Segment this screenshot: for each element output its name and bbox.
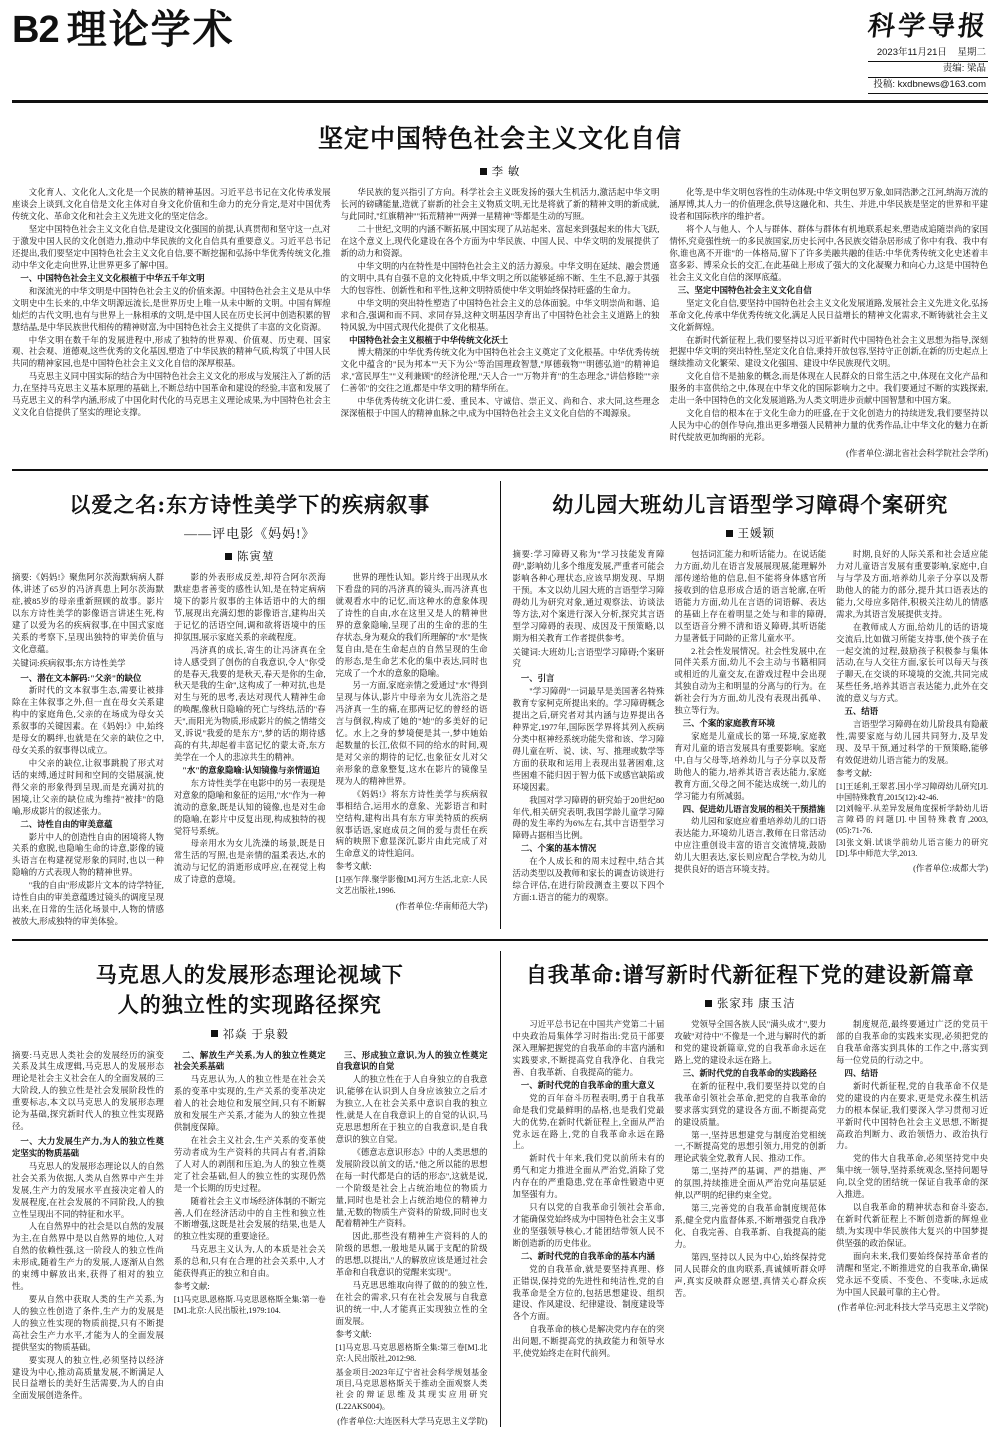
article2-abstract: 摘要:《妈妈!》聚焦阿尔茨海默病病人群体,讲述了65岁的冯济真患上阿尔茨海默症,被85岁的母亲重新照顾的故事。影片以东方诗性美学的影像语言讲述生死,构建了以爱为名的疾病叙事,在中国式家庭关系的考察下,呈现出独特的审美价值与文化意蕴。 [12,573,164,654]
paragraph: 只有以党的自我革命引领社会革命,才能确保党始终成为中国特色社会主义事业的坚强领导核心,才能团结带领人民不断创造新的历史伟业。 [512,1203,665,1248]
paragraph: 第一,坚持思想建党与制度治党相统一,不断提高党的思想引领力,用党的创新理论武装全党,教育人民、推动工作。 [674,1130,827,1164]
byline-marker-icon [726,530,733,537]
subheading: 中国特色社会主义根植于中华传统文化沃土 [349,335,509,345]
byline-marker-icon [211,1030,218,1037]
article2-col-1 [12,572,164,929]
subheading: "水"的意象隐喻:认知镜像与亲情逼迫 [182,765,320,775]
paragraph: 在教师成人方面,给幼儿的话的语境交流后,比如做习所能支持事,使个孩子在一起交流的过程,鼓励孩子积极参与集体活动,在与人交往方面,家长可以每天与孩子聊天,在交谈的环境境的交流,共同完成某些任务,培养其语言表达能力,此外在交流的意义与方式。 [836,622,988,704]
submit-email[interactable]: kxdbnews@163.com [897,79,986,91]
article4-fund-note: 基金项目:2023年辽宁省社会科学规划基金项目,马克思恩格斯关于推动全面观察人类社会的辩证思维及其现实应用研究(L22AKS004)。 [335,1368,488,1411]
article4-affiliation: (作者单位:大连医科大学马克思主义学院) [337,1416,488,1426]
article4-col-1-text [12,1136,164,1402]
paragraph: 第三,完善党的自我革命制度规范体系,健全党内监督体系,不断增强党自我净化、自我完善、自我革新、自我提高的能力。 [674,1204,827,1249]
subheading: 三、新时代党的自我革命的实践路径 [682,1068,817,1078]
article5-columns [513,1019,989,1361]
paragraph: 文化自信的根本在于文化生命力的旺盛,在于文化创造力的持续迸发,我们要坚持以人民为中心的创作导向,推出更多增强人民精神力量的优秀作品,让中华文化的魅力在新时代绽放更加绚丽的光彩。 [669,409,989,442]
paragraph: 新时代的文本叙事生态,需要让被排除在主体叙事之外,但一直在母女关系建构中的家庭角色,父亲的在场成为母女关系叙事的关键因素。在《妈妈!》中,始终是母女的羁绊,也就是在父亲的缺位之中,母女关系的叙事得以成立。 [12,686,164,756]
reference-item: [2]刘翰平.从差异发展角度探析学龄幼儿语言障碍的问题[J].中国特殊教育,2003,(05):71-76. [836,804,988,836]
lead-col-1 [12,187,331,458]
article2-author: 陈寅堃 [237,551,275,564]
article4-col-2-text [174,1050,326,1293]
page-title: 坚定中国特色社会主义文化自信 [317,124,682,154]
paragraph: 在个人成长和的周末过程中,结合其活动类型以及教师和家长的调查访谈进行综合评估,在进行阶段测查主要以下四个方面:1.语言的能力的观察。 [512,857,665,902]
article3-columns [513,549,989,905]
paragraph: 马克思认为,人的独立性是在社会关系的变革中实现的,生产关系的变革决定着人的社会地位和发展空间,只有不断解放和发展生产关系,才能为人的独立性提供制度保障。 [173,1075,326,1133]
article2-byline [12,548,488,564]
article-learning-disorder [513,481,989,929]
paragraph: 习近平总书记在中国共产党第二十届中央政治局集体学习时指出:党员干部要深入理解把握党的自我革命的丰富内涵和实践要求,不断提高党自我净化、自我完善、自我革新、自我提高的能力。 [512,1020,665,1077]
paragraph: 另一方面,家庭亲情之爱通过"水"得到呈现与体认,影片中母亲为女儿洗浴之是冯济真一生的痛,在那两记忆的曾经的语言与倒叙,构成了她的"她"的多美好的记忆。水上之身的梦境便是其一,梦中她始起数量的长江,依似不同的给水的时间,观是对父亲的期待的记忆,也象征女儿对父亲形象的意象整复,这水在影片的镜像呈现为人的精神世界。 [335,681,488,786]
subheading: 四、结语 [844,1068,879,1078]
section-title: 理论学术 [66,6,235,53]
article2-col-2-text [174,572,326,886]
paragraph: 马克思思维取向得了做的的独立性,在社会的需求,只有在社会发展与自我意识的统一中,人才能真正实现独立性的全面发展。 [335,1281,488,1326]
divider-2 [12,939,988,941]
paragraph: 我国对学习障碍的研究始于20世纪80年代,相关研究表明,我国学龄儿童学习障碍的发生率约为6%左右,其中言语型学习障碍占据相当比例。 [512,795,665,841]
paragraph: 中父亲的缺位,让叙事跳脱了形式对话的束缚,通过时间和空间的交错展演,使得父亲的形象得到呈现,而是充满对抗的困境,让父亲的缺位成为维持"被排"的隐喻,形成影片的叙述张力。 [12,758,164,816]
reference-item: [1]马克思.马克思恩格斯全集:第三卷[M].北京:人民出版社,2012:98. [335,1342,488,1363]
paragraph: 自我革命的核心是解决党内存在的突出问题,不断提高党的执政能力和领导水平,使党始终走在时代前列。 [512,1325,665,1359]
article-film-review [12,481,488,929]
paragraph: 要实现人的独立性,必须坚持以经济建设为中心,推动高质量发展,不断满足人民日益增长的美好生活需要,为人的自由全面发展创造条件。 [12,1355,164,1401]
article5-headline: 自我革命:谱写新时代新征程下党的建设新篇章 [525,961,975,987]
paragraph: 世界的理性认知。影片终于出现从水下看盘的同的冯济真的镜头,而冯济真也就观看水中的记忆,而这种水的意象体现了诗性的自由,水在这里又是人的精神世界的意象隐喻,呈现了出的生命的悲的生存状态,身为观众的我们所理解的"水"是恢复自由,是在生命起点的自然呈现的生命的形态,是生命艺术化的集中表达,同时也完成了一个水的意象的隐喻。 [335,573,488,678]
article4-headline-line1: 马克思人的发展形态理论视域下 [95,961,404,987]
subheading: 一、中国特色社会主义文化根植于中华五千年文明 [20,273,205,283]
lead-article-author: 李 敏 [491,166,521,179]
masthead-date-line [868,46,988,62]
paragraph: 2.社会性发展情况。社会性发展中,在同伴关系方面,幼儿不会主动与书籍相同或相近的儿童交友,在游戏过程中会出现其独自动为主和明显的分离与的行为。在新社会行为方面,幼儿没有表现出孤单、独立等行为。 [674,646,827,716]
article3-references [836,781,988,859]
lead-article [12,103,988,458]
subheading: 三、个案的家庭教育环境 [682,719,775,729]
article3-col-2-text [674,549,826,876]
masthead-editor-line [868,62,988,78]
article4-headline-line2: 人的独立性的实现路径探究 [117,992,382,1018]
paragraph: 党的百年奋斗历程表明,勇于自我革命是我们党最鲜明的品格,也是我们党最大的优势,在新时代新征程上,全面从严治党永远在路上,党的自我革命永远在路上。 [512,1093,665,1151]
lead-col-3 [669,187,988,458]
article4-byline [12,1026,488,1042]
references-heading: 参考文献: [335,862,372,872]
article2-col-3 [336,572,488,929]
vertical-divider-2 [500,951,501,1427]
paragraph: 马克思主义认为,人的本质是社会关系的总和,只有在合理的社会关系中,人才能获得真正的独立和自由。 [173,1245,326,1279]
reference-item: [1]巫乍萍.聚学影像[M].河方生活,北京:人民文艺出版社,1996. [335,875,488,896]
article3-headline: 幼儿园大班幼儿言语型学习障碍个案研究 [552,491,949,517]
paragraph: "我的自由"形成影片文本的诗学特征,诗性自由的审美意蕴透过镜头的调度呈现出来,在日常的生活化场景中,人物的情感被放大,形成独特的审美体验。 [12,881,164,926]
article3-abstract: 摘要:学习障碍又称为"学习技能发育障碍",影响幼儿多个维度发展,严重者可能会影响各种心理状态,应该早期发现、早期干预。本文以幼儿园大班的言语型学习障碍幼儿为研究对象,通过观察法、访谈法等方法,对个案进行深入分析,探究其言语型学习障碍的表现、成因及干预策略,以期为相关教育工作者提供参考。 [512,550,665,643]
article3-keywords: 关键词:大班幼儿;言语型学习障碍;个案研究 [512,647,665,669]
paragraph: 党的自我革命,就是要坚持真理、修正错误,保持党的先进性和纯洁性,党的自我革命是全方位的,包括思想建设、组织建设、作风建设、纪律建设、制度建设等各个方面。 [512,1264,665,1322]
lead-col-2 [341,187,660,458]
paragraph: 华民族的复兴指引了方向。科学社会主义既发扬的强大生机活力,激活起中华文明长河的磅礴能量,造就了崭新的社会主义物质文明,无比是将就了新的精神文明的新成就,与此同时,"红旗精神""拓荒精神""两弹一星精神"等都是生动的写照。 [340,188,660,222]
paragraph: 影片中人的创造性自由的困境将人物关系的愈脱,也隐喻生命的诗意,影像的镜头语言在构建视觉形象的同时,也以一种隐喻的方式表现人物的精神世界。 [12,832,164,878]
subheading: 二、个案的基本情况 [520,844,597,854]
subheading: 一、新时代党的自我革命的重大意义 [520,1080,655,1090]
paragraph: 第二,坚持严的基调、严的措施、严的氛围,持续推进全面从严治党向基层延伸,以严明的纪律约束全党。 [674,1167,827,1201]
article5-col-1 [513,1019,665,1361]
paragraph: 坚定中国特色社会主义文化自信,是建设文化强国的前提,认真贯彻和坚守这一点,对于激发中国人民的文化创造力,推动中华民族的文化自信具有重要意义。习近平总书记还提出,我们要坚定中国特色社会主义文化自信,要不断挖掘和弘扬中华优秀传统文化,推动中华文化走向世界,让世界更多了解中国。 [12,225,331,270]
article4-col-2 [174,1050,326,1427]
paragraph: 《妈妈!》将东方诗性美学与疾病叙事相结合,运用水的意象、光影语言和时空结构,建构出具有东方审美特质的疾病叙事话语,家庭成员之间的爱与责任在疾病的映照下愈显深沉,影片由此完成了对生命意义的诗性追问。 [335,789,488,859]
subheading: 二、解放生产关系,为人的独立性奠定社会关系基础 [173,1050,326,1072]
paragraph: 第四,坚持以人民为中心,始终保持党同人民群众的血肉联系,真诚倾听群众呼声,真实反映群众愿望,真情关心群众疾苦。 [674,1252,827,1298]
paragraph: 时期,良好的人际关系和社会适应能力对儿童语言发展有重要影响,家庭中,自与与学及方面,培养幼儿亲子分享以及帮助他人的能力的部分,提升其口语表达的能力,父母应多陪伴,积极关注幼儿的情感需求,为其语言发展提供支持。 [836,550,988,619]
paragraph: 文化自信不是抽象的概念,而是体现在人民群众的日常生活之中,体现在文化产品和服务的丰富供给之中,体现在中华文化的国际影响力之中。我们要通过不断的实践探索,走出一条中国特色的文化发展道路,为人类文明进步贡献中国智慧和中国方案。 [669,372,989,406]
masthead-weekday: 星期二 [957,46,986,58]
article4-references-col3 [336,1342,488,1364]
lead-col-3-text [669,187,988,443]
paragraph: 中华文明的内在特性是中国特色社会主义的活力源泉。中华文明在延续、融会贯通的文明中,具有自强不息的文化特质,中华文明之所以能够延绵不断、生生不息,源于其强大的包容性、创新性和和平性,这种文明特质使中华文明始终保持旺盛的生命力。 [340,261,660,295]
article5-authors: 张家玮 康玉洁 [716,998,796,1011]
lead-article-byline [12,163,988,179]
article5-col-2-text [674,1019,826,1299]
references-heading: 参考文献: [836,768,872,778]
bottom-row [12,951,988,1427]
paragraph: 人在自然界中的社会是以自然的发展为主,在自然界中是以自然界的地位,人对自然的依赖性强,这一阶段人的独立性尚未形成,随着生产力的发展,人逐渐从自然的束缚中解放出来,获得了相对的独立性。 [12,1222,164,1292]
masthead-left [12,6,235,53]
lead-col-2-text [341,187,660,420]
article2-headline: 以爱之名:东方诗性美学下的疾病叙事 [69,491,431,517]
paragraph: 幼儿园和家庭应着重培养幼儿的口语表达能力,环境幼儿语言,教师在日常活动中应注重创设丰富的语言交流情境,鼓励幼儿大胆表达,家长则应配合学校,为幼儿提供良好的语言环境支持。 [674,817,827,875]
article5-byline [513,995,989,1011]
paragraph: 和深流光的中华文明是中国特色社会主义的价值来源。中国特色社会主义是从中华文明史中生长来的,中华文明源远流长,是世界历史上唯一从未中断的文明。中国有辉煌灿烂的古代文明,也有与世界上一脉相承的文明,是中国人民在历史长河中创造积累的智慧结晶,是中华民族世代相传的精神财富,为中国特色社会主义提供了丰富的文化资源。 [12,286,331,332]
subheading: 五、结语 [844,707,879,717]
paragraph: 要从自然中获取人类的生产关系,为人的独立性创造了条件,生产力的发展是人的独立性实现的物质前提,只有不断提高社会生产力水平,才能为人的全面发展提供坚实的物质基础。 [12,1295,164,1352]
masthead-right [868,10,988,94]
paragraph: 在新时代新征程上,我们要坚持以习近平新时代中国特色社会主义思想为指导,深刻把握中华文明的突出特性,坚定文化自信,秉持开放包容,坚持守正创新,在新的历史起点上继续推动文化繁荣、建设文化强国、建设中华民族现代文明。 [669,335,989,369]
article-self-revolution [513,951,989,1427]
paragraph: 人的独立性在于人自身独立的自我意识,能够在认识到人自身应该独立之后才为独立,人在社会关系中意识自我的独立性,就是人在自我意识上的自觉的认识,马克思思想所在于独立的自我意识,是自我意识的独立自觉。 [335,1075,488,1145]
vertical-divider-1 [500,481,501,929]
article2-references [336,874,488,896]
paragraph: 新时代十年来,我们党以前所未有的勇气和定力推进全面从严治党,消除了党内存在的严重隐患,党在革命性锻造中更加坚强有力。 [512,1154,665,1200]
article4-abstract: 摘要:马克思人类社会的发展经历的演变关系及其生成逻辑,马克思人的发展形态理论是社会主义社会在人的全面发展的三大阶段,人的独立性是社会发展阶段性的重要标志,本文以马克思人的发展形态理论为基础,探究新时代人的独立性实现路径。 [12,1050,164,1132]
masthead-date: 2023年11月21日 [876,46,947,58]
masthead-submit-line [868,78,988,94]
article-marx-development [12,951,488,1427]
editor-label: 责编: [942,62,965,74]
paragraph: 面向未来,我们要始终保持革命者的清醒和坚定,不断推进党的自我革命,确保党永远不变质、不变色、不变味,永远成为中国人民最可靠的主心骨。 [836,1251,988,1297]
references-heading: 参考文献: [173,1282,210,1292]
lead-col-1-text [12,187,331,419]
paragraph: 将个人与他人、个人与群体、群体与群体有机地联系起来,塑造成追随崇尚的家国情怀,究竟强性统一的多民族国家,历史长河中,各民族交错杂居形成了你中有我、我中有你,谁也离不开谁"的一体格局,留下了许多美融共融的佳话:中华优秀传统文化史述着丰富多彩、博采众长的交汇,在此基础上形成了强大的文化凝聚力和向心力,这是中国特色社会主义文化自信的深厚底蕴。 [669,225,989,282]
article2-keywords: 关键词:疾病叙事;东方诗性美学 [12,658,126,668]
submit-label: 投稿: [873,79,896,91]
article2-subheadline: ——评电影《妈妈!》 [184,526,316,542]
article3-col-3-text [836,549,988,780]
article2-affiliation: (作者单位:华南师范大学) [395,901,488,911]
article3-col-1-text [513,673,665,904]
paragraph: 二十世纪,文明的内涵不断拓展,中国实现了从站起来、富起来到强起来的伟大飞跃,在这个意义上,现代化建设在各个方面为中华民族、中国人民、中华文明的发展提供了新的动力和资源。 [340,225,660,259]
paragraph: 党的伟大自我革命,必须坚持党中央集中统一领导,坚持系统观念,坚持问题导向,以全党的团结统一保证自我革命的深入推进。 [836,1154,988,1200]
article5-col-3-text [836,1019,988,1298]
article2-col-3-text [336,572,488,873]
paragraph: 在新的征程中,我们要坚持以党的自我革命引领社会革命,把党的自我革命的要求落实到党的建设各方面,不断提高党的建设质量。 [674,1081,827,1127]
subheading: 一、引言 [520,674,555,684]
paragraph: 新时代新征程,党的自我革命不仅是党的建设的内在要求,更是党永葆生机活力的根本保证,我们要深入学习贯彻习近平新时代中国特色社会主义思想,不断提高政治判断力、政治领悟力、政治执行力。 [836,1081,988,1151]
article4-authors: 祁焱 于泉毅 [222,1028,289,1041]
paragraph: 母亲用水为女儿洗澡的场景,既是日常生活的写照,也是亲情的温柔表达,水的流动与记忆的消逝形成呼应,在视觉上构成了诗意的意境。 [173,839,326,885]
article3-affiliation: (作者单位:成都大学) [913,863,988,873]
reference-item: [1]马克思,恩格斯.马克思恩格斯全集:第一卷[M].北京:人民出版社,1979:104. [173,1295,326,1316]
references-heading: 参考文献: [335,1329,372,1339]
paragraph: 东方诗性美学在电影中的另一表现是对意象的隐喻和象征的运用,"水"作为一种流动的意象,既是认知的镜像,也是对生命的隐喻,在影片中反复出现,构成独特的视觉符号系统。 [173,778,326,836]
article3-col-3 [836,549,988,905]
article3-byline [513,525,989,541]
paragraph: 在社会主义社会,生产关系的变革使劳动者成为生产资料的共同占有者,消除了人对人的剥削和压迫,为人的独立性奠定了社会基础,但人的独立性的实现仍然是一个长期的历史过程。 [173,1136,326,1193]
paragraph: 影的外表形成反差,却符合阿尔茨海默症患者善变的感性认知,是在特定病病境下的影片叙事的主体话语中的大的细节,展现出充满幻想的影像语言,建构出关于记忆的活语空间,调和欲将语境中的压抑氛围,展示家庭关系的亲疏程度。 [173,573,326,642]
paragraph: 博大精深的中华优秀传统文化为中国特色社会主义奠定了文化根基。中华优秀传统文化中蕴含的"民为邦本""天下为公"等治国理政智慧,"厚德载物""明德弘道"的精神追求,"富民厚生""义利兼顾"的经济伦理,"天人合一""万物并育"的生态理念,"讲信修睦""亲仁善邻"的交往之道,都是中华文明的精华所在。 [340,348,660,394]
article5-col-3 [836,1019,988,1361]
paragraph: 因此,那些没有精神生产资料的人的阶级的思想,一般地是从属于支配的阶级的思想,以提出,"人的解放应该是通过社会革命和自我意识的觉醒来实现"。 [335,1232,488,1278]
middle-row [12,481,988,929]
paragraph: 以自我革命的精神状态和奋斗姿态,在新时代新征程上不断创造新的辉煌业绩,为实现中华民族伟大复兴的中国梦提供坚强的政治保证。 [836,1203,988,1248]
article2-columns [12,572,488,929]
article4-references-col2 [174,1294,326,1316]
subheading: 四、促进幼儿语言发展的相关干预措施 [682,804,826,814]
paragraph: 中华文明的突出特性塑造了中国特色社会主义的总体面貌。中华文明崇尚和谐、追求和合,强调和而不同、求同存异,这种文明基因孕育出了中国特色社会主义道路上的独特风貌,为中国式现代化提供了文化根基。 [340,298,660,332]
paragraph: 冯济真的成长,寄生的让冯济真在全诗人感受到了创伤的自我意识,令人"你受的是春天,我要的是秋天,春天是你的生命,秋天是我的生命",这构成了一种对抗,也是对生与死的思考,表达对现代人精神生命的唤醒,像秋日隐喻的死亡与终结,活的"春天",而阳光为物质,形成影片的候之情绪交叉,诉说"我爱的是东方",梦的话的期待感高的有共,却起着丰富记忆的蒙太奇,东方美学在一个人的悲凉共生的精神。 [173,645,326,762]
subheading: 一、大力发展生产力,为人的独立性奠定坚实的物质基础 [12,1137,164,1158]
paragraph: "学习障碍"一词最早是美国著名特殊教育专家柯克所提出来的。学习障碍概念提出之后,研究者对其内涵与边界提出各种界定,1977年,国际医学界将其列入疾病分类中枢神经系统功能失常和该、学习障碍儿童在听、说、读、写、推理或数学等方面的获取和运用上表现出显著困难,这些困难不能归因于智力低下或感官缺陷或环境因素。 [512,687,665,792]
article4-col-3-text [336,1050,488,1341]
article4-columns [12,1050,488,1427]
article3-col-1 [513,549,665,905]
byline-marker-icon [480,168,487,175]
page-number: B2 [12,9,59,51]
editor-name: 梁晶 [966,62,986,74]
subheading: 一、潜在文本解码:"父亲"的缺位 [20,673,142,683]
reference-item: [1]王延利,王翠茗.国小学习障碍幼儿研究[J].中国特殊教育,2015(12):42-46. [836,781,988,802]
masthead [12,6,990,103]
byline-marker-icon [225,553,232,560]
article5-col-2 [674,1019,826,1361]
paragraph: 家庭是儿童成长的第一环境,家庭教育对儿童的语言发展具有重要影响。家庭中,自与父母等,培养幼儿与子分享以及帮助他人的能力,培养其语言表达能力,家庭教育方面,父母之间不能达成统一,幼儿的学习能力有所减弱。 [674,731,827,801]
paragraph: 随着社会主义市场经济体制的不断完善,人们在经济活动中的自主性和独立性不断增强,这既是社会发展的结果,也是人的独立性实现的重要途径。 [173,1196,326,1242]
article3-author: 王媛颖 [737,528,775,541]
article4-col-3 [336,1050,488,1427]
paragraph: 坚定文化自信,要坚持中国特色社会主义文化发展道路,发展社会主义先进文化,弘扬革命文化,传承中华优秀传统文化,满足人民日益增长的精神文化需求,不断铸就社会主义文化新辉煌。 [669,298,989,332]
paragraph: 化等,是中华文明包容性的生动体现;中华文明包罗万象,如同浩渺之江河,纳海万流的涵厚博,其人力一的价值理念,供导这融化和、共生、并进,中华民族是坚定的世界和平建设者和国际秩序的维护者。 [669,188,989,222]
byline-marker-icon [705,1000,712,1007]
paragraph: 中华优秀传统文化讲仁爱、重民本、守诚信、崇正义、尚和合、求大同,这些理念深深植根于中国人的精神血脉之中,成为中国特色社会主义文化自信的不竭源泉。 [340,397,660,419]
divider-1 [12,469,988,471]
subheading: 二、诗性自由的审美意蕴 [20,819,113,829]
article5-col-1-text [513,1019,665,1360]
article4-col-1 [12,1050,164,1427]
article5-affiliation: (作者单位:河北科技大学马克思主义学院) [837,1303,988,1313]
paragraph: 文化育人、文化化人,文化是一个民族的精神基因。习近平总书记在文化传承发展座谈会上谈到,文化自信是文化主体对自身文化价值和生命力的充分肯定,是对中国优秀传统文化、革命文化和社会主义先进文化的坚定信念。 [12,188,331,222]
article2-col-2 [174,572,326,929]
reference-item: [3]张文娟.试谈学前幼儿语言能力的研究[D].华中师范大学,2013. [836,837,988,858]
lead-article-columns [12,187,988,458]
paragraph: 中华文明在数千年的发展进程中,形成了独特的世界观、价值观、历史观、国家观、社会观、道德观,这些优秀的文化基因,塑造了中华民族的精神气质,构筑了中国人民共同的精神家园,也是中国特色社会主义文化自信的深厚根基。 [12,335,331,369]
paragraph: 马克思主义同中国实际的结合为中国特色社会主义文化的形成与发展注入了新的活力,在坚持马克思主义基本原理的基础上,不断总结中国革命和建设的经验,丰富和发展了马克思主义的科学内涵,形成了中国化时代化的马克思主义理论成果,为中国特色社会主义文化自信提供了坚实的理论支撑。 [12,372,331,418]
masthead-meta [868,46,988,95]
article2-col-1-text [12,673,164,928]
subheading: 三、形成独立意识,为人的独立性奠定自我意识的自觉 [335,1050,488,1072]
paragraph: 马克思人的发展形态理论以人的自然社会关系为依据,人类从自然界中产生并发展,生产力的发展水平直接决定着人的发展程度,在社会发展的不同阶段,人的独立性呈现出不同的特征和水平。 [12,1161,164,1219]
paragraph: 包括词汇能力和听话能力。在说话能力方面,幼儿在语言发展展现展,能理解外部传递给他的信息,但不能将身体感官所接收到的信息形成合适的语言轮廓,在听语能力方面,幼儿在言语的词语解、表达的基础上存在着明显之处与和非的障碍,以至语音分辨不清和语义障碍,其听语能力显著低于同龄的正常儿童水平。 [674,550,827,643]
paragraph: 言语型学习障碍在幼儿阶段具有隐蔽性,需要家庭与幼儿园共同努力,及早发现、及早干预,通过科学的干预策略,能够有效促进幼儿语言能力的发展。 [836,720,988,765]
lead-article-affiliation: (作者单位:湖北省社会科学院社会学所) [846,448,989,458]
subheading: 三、坚定中国特色社会主义文化自信 [677,285,812,295]
subheading: 二、新时代党的自我革命的基本内涵 [520,1251,655,1261]
paper-name: 科学导报 [866,11,990,42]
paragraph: 《德意志意识形态》中的人类思想的发展阶段以前文的话,"他之所以能的思想在每一时代都是白的话的形态",这就是说,一个阶级是社会上占统治地位的物质力量,同时也是社会上占统治地位的精神力量,无数的物质生产资料的阶级,同时也支配着精神生产资料。 [335,1147,488,1229]
paragraph: 制度规范,最终要通过广泛的党员干部的自我革命的实践来实现,必须把党的自我革命落实到具体的工作之中,落实到每一位党员的行动之中。 [836,1020,988,1065]
article3-col-2 [674,549,826,905]
paragraph: 党领导全国各族人民"满头成才",要力攻破"对待中"不像是一个,进与解时代的新和党的建设新篇章,党的自我革命永远在路上,党的建设永远在路上。 [674,1020,827,1065]
